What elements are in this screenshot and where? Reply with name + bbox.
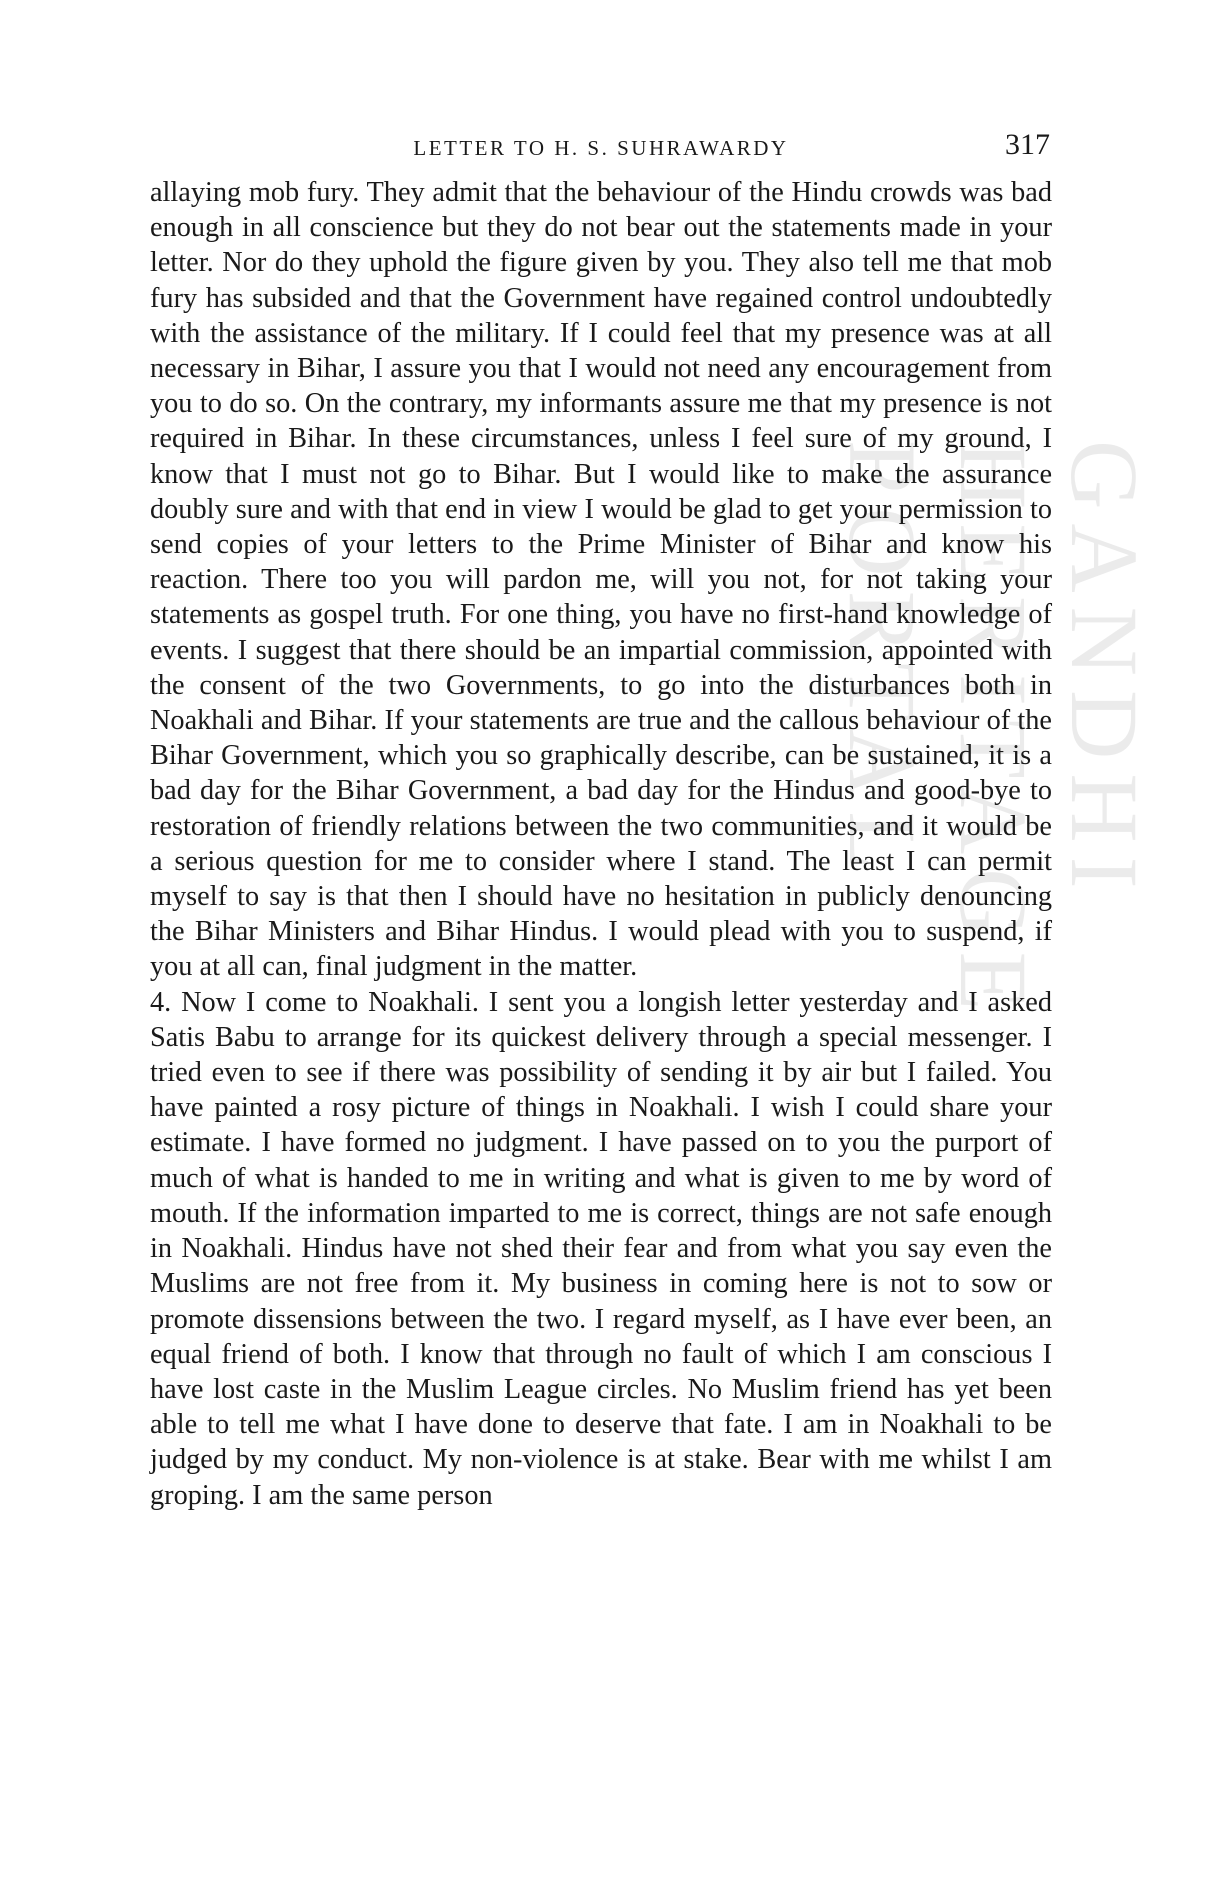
paragraph-bihar: allaying mob fury. They admit that the behaviour of the Hindu crowds was bad enough in all conscience but they do not bear out the statements made in your letter. Nor do they uphold the figure given by you. They also tell me that mob fury has subsided and that the Government have regained control undoubtedly with the assistance of the military. If I could feel that my presence was at all necessary in Bihar, I assure you that I would not need any encouragement from you to do so. On the contrary, my informants assure me that my presence is not required in Bihar. In these circumstances, unless I feel sure of my ground, I know that I must not go to Bihar. But I would like to make the assurance doubly sure and with that end in view I would be glad to get your permission to send copies of your letters to the Prime Minister of Bihar and know his reaction. There too you will pardon me, will you not, for not taking your statements as gospel truth. For one thing, you have no first-hand knowledge of events. I suggest that there should be an impartial commission, appointed with the consent of the two Governments, to go into the disturbances both in Noakhali and Bihar. If your statements are true and the callous behaviour of the Bihar Government, which you so graphically describe, can be sustained, it is a bad day for the Bihar Government, a bad day for the Hindus and good-bye to restoration of friendly relations between the two communities, and it would be a serious question for me to consider where I stand. The least I can permit myself to say is that then I should have no hesitation in publicly denouncing the Bihar Ministers and Bihar Hindus. I would plead with you to suspend, if you at all can, final judgment in the matter. [150,177,1052,983]
running-title: LETTER TO H. S. SUHRAWARDY [413,136,789,160]
watermark: GANDHI HERITAGE PORTAL [829,440,1158,1025]
paragraph-noakhali: 4. Now I come to Noakhali. I sent you a longish letter yesterday and I asked Satis Babu to arrange for its quickest delivery through a special messenger. I tried even to see if there was possibility of sending it by air but I failed. You have painted a rosy picture of things in Noakhali. I wish I could share your estimate. I have formed no judgment. I have passed on to you the purport of much of what is handed to me in writing and what is given to me by word of mouth. If the information imparted to me is correct, things are not safe enough in Noakhali. Hindus have not shed their fear and from what you say even the Muslims are not free from it. My business in coming here is not to sow or promote dissensions between the two. I regard myself, as I have ever been, an equal friend of both. I know that through no fault of which I am conscious I have lost caste in the Muslim League circles. No Muslim friend has yet been able to tell me what I have done to deserve that fate. I am in Noakhali to be judged by my conduct. My non-violence is at stake. Bear with me whilst I am groping. I am the same person [150,986,1052,1511]
page-number: 317 [1005,128,1050,161]
body-text [150,175,1052,1513]
running-head [150,128,1052,168]
